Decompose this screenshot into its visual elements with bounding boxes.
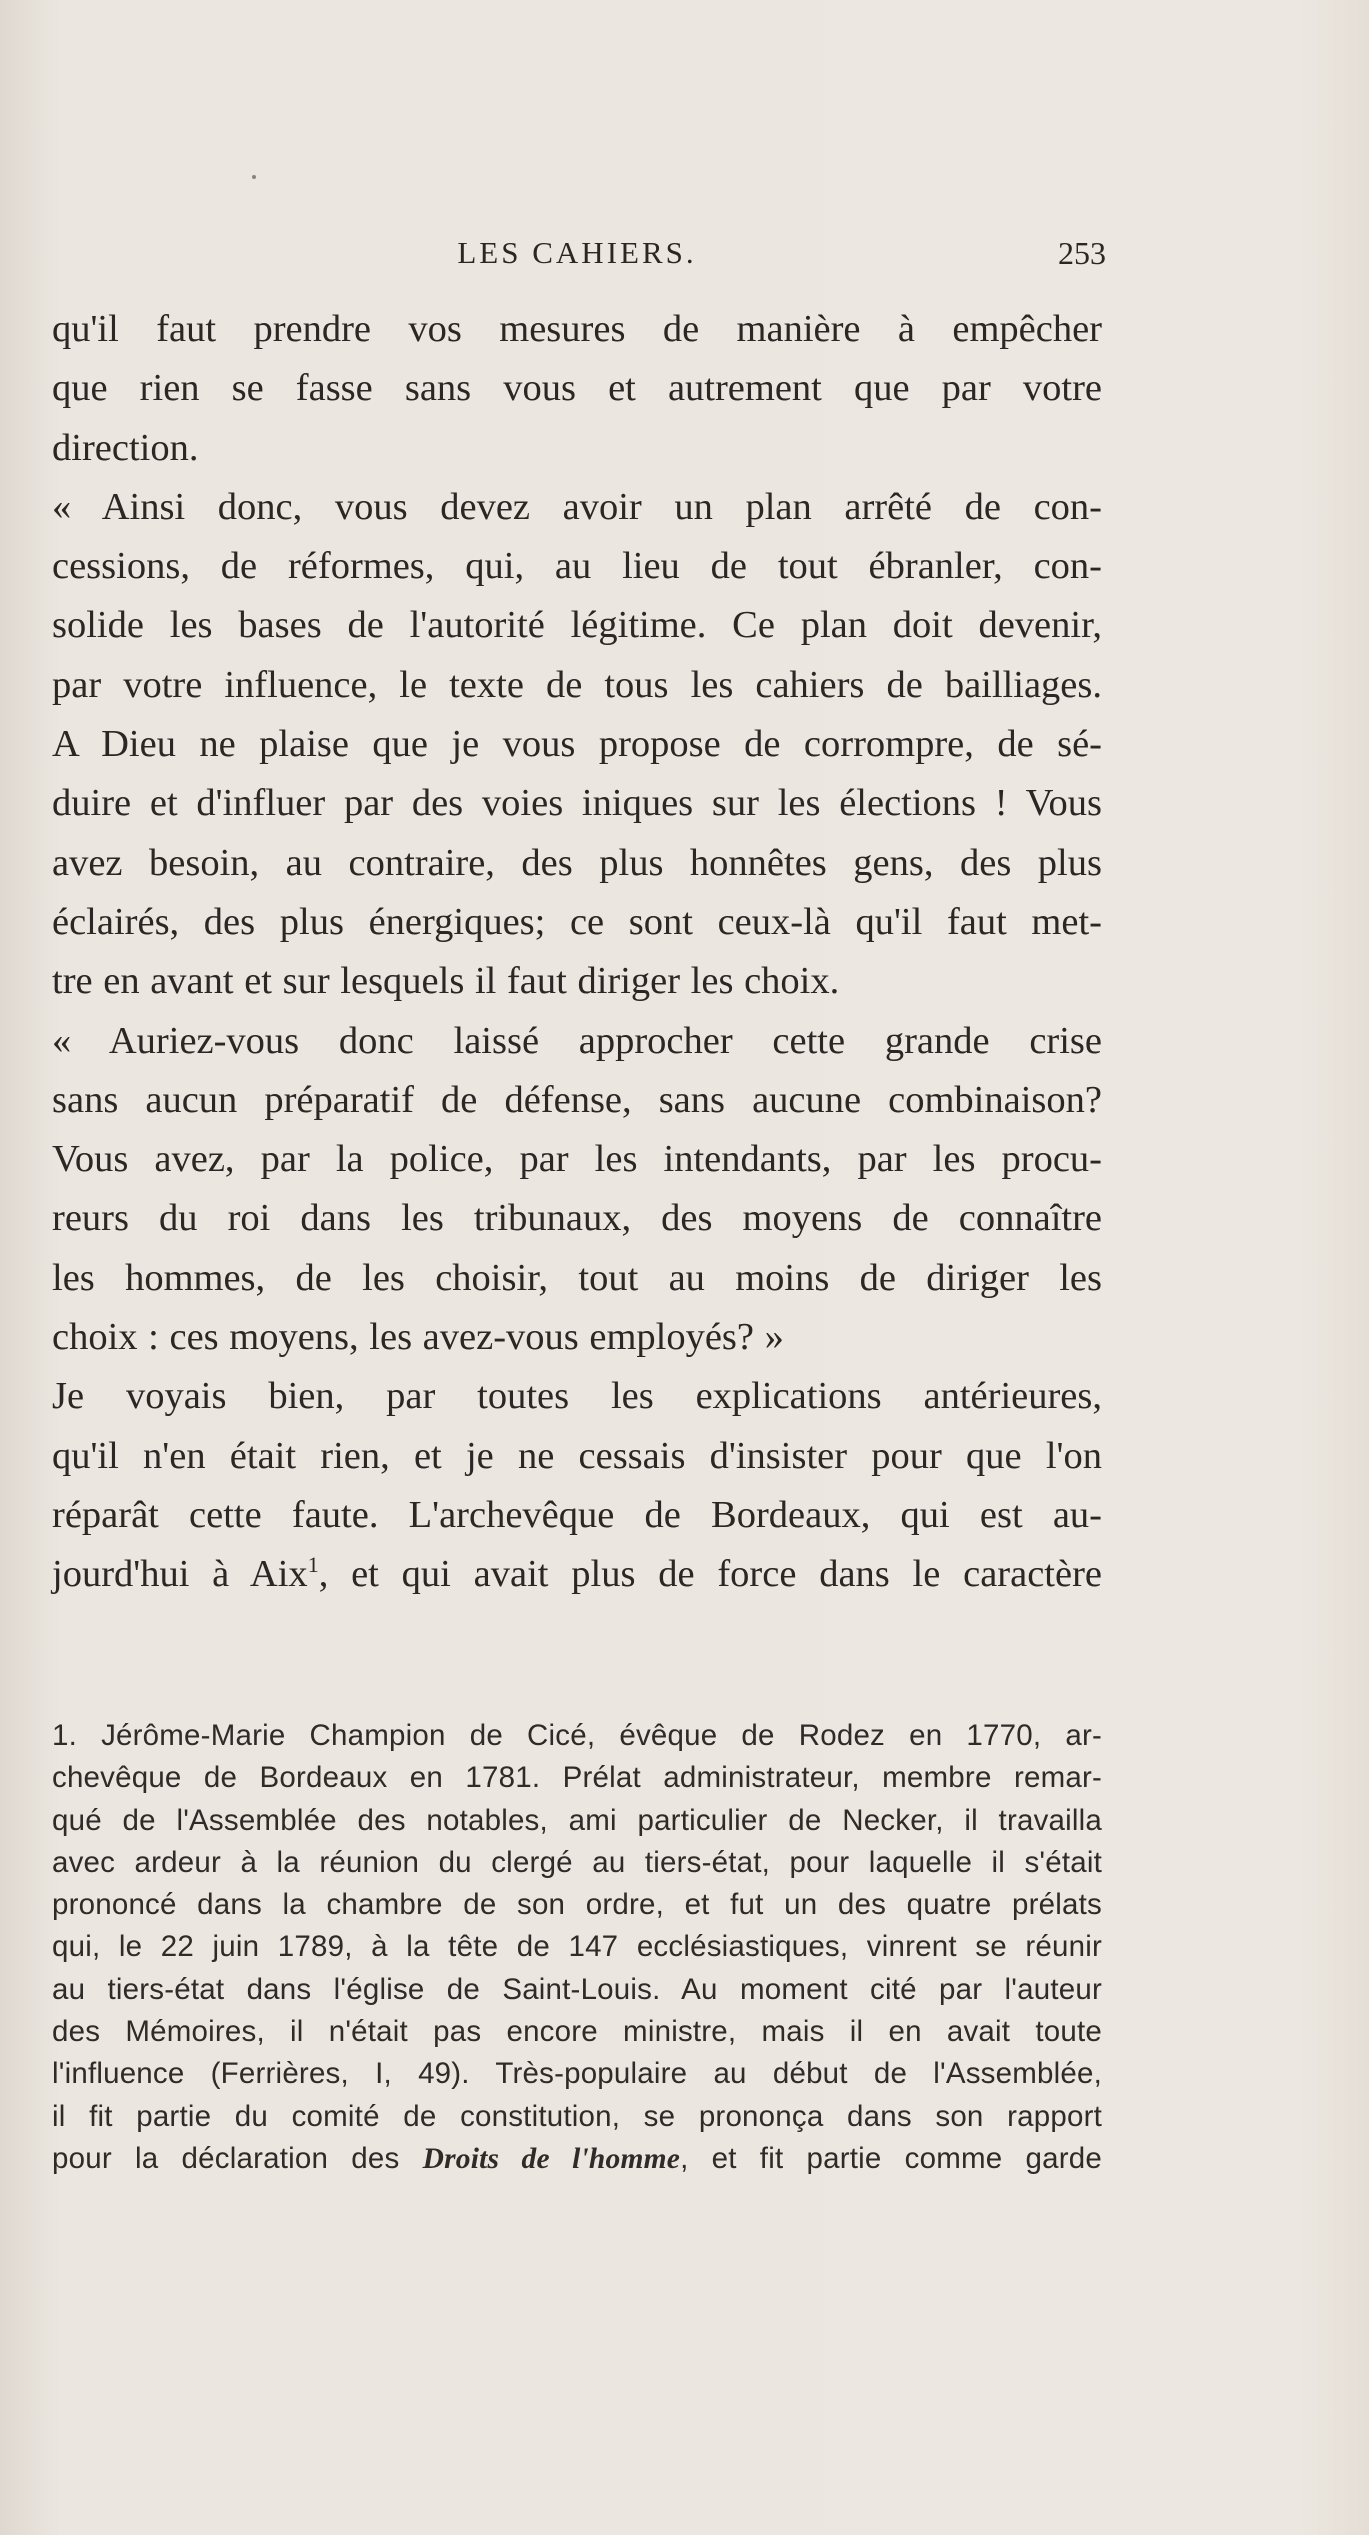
footnote-line: qué de l'Assemblée des notables, ami particulier de Necker, il travailla: [52, 1803, 1102, 1837]
footnote-line: qui, le 22 juin 1789, à la tête de 147 ecclésiastiques, vinrent se réunir: [52, 1930, 1102, 1964]
main-text: [52, 300, 1102, 1605]
text-line: direction.: [52, 426, 199, 469]
text-line: qu'il faut prendre vos mesures de manière à empêcher: [52, 308, 1102, 350]
text-line: éclairés, des plus énergiques; ce sont ceux-là qu'il faut met-: [52, 900, 1102, 943]
text-line: par votre influence, le texte de tous les cahiers de bailliages.: [52, 663, 1102, 706]
footnote-line: 1. Jérôme-Marie Champion de Cicé, évêque de Rodez en 1770, ar-: [52, 1719, 1102, 1752]
text-line: Je voyais bien, par toutes les explications antérieures,: [52, 1375, 1102, 1418]
text-line: « Auriez-vous donc laissé approcher cette grande crise: [52, 1019, 1102, 1062]
text-fragment: pour la déclaration des: [52, 2141, 423, 2175]
text-line: duire et d'influer par des voies iniques sur les élections ! Vous: [52, 782, 1102, 825]
italic-title: Droits de l'homme: [422, 2142, 681, 2175]
text-line: choix : ces moyens, les avez-vous employés? »: [52, 1316, 784, 1359]
text-fragment: , et qui avait plus de force dans le caractère: [318, 1553, 1102, 1596]
footnote: [52, 1715, 1102, 2180]
footnote-line: il fit partie du comité de constitution, se prononça dans son rapport: [52, 2099, 1102, 2133]
text-line: cessions, de réformes, qui, au lieu de tout ébranler, con-: [52, 545, 1102, 588]
footnote-line: au tiers-état dans l'église de Saint-Louis. Au moment cité par l'auteur: [52, 1972, 1102, 2006]
text-line: tre en avant et sur lesquels il faut diriger les choix.: [52, 960, 840, 1003]
text-line: réparât cette faute. L'archevêque de Bordeaux, qui est au-: [52, 1493, 1102, 1536]
text-line: que rien se fasse sans vous et autrement que par votre: [52, 367, 1102, 410]
text-fragment: , et fit partie comme garde: [680, 2141, 1103, 2175]
footnote-line: prononcé dans la chambre de son ordre, et fut un des quatre prélats: [52, 1888, 1102, 1922]
footnote-reference: 1: [307, 1552, 319, 1578]
text-fragment: jourd'hui à Aix: [52, 1553, 308, 1596]
text-line: avez besoin, au contraire, des plus honnêtes gens, des plus: [52, 841, 1102, 884]
text-line: qu'il n'en était rien, et je ne cessais d'insister pour que l'on: [52, 1434, 1102, 1477]
text-line: solide les bases de l'autorité légitime. Ce plan doit devenir,: [52, 604, 1102, 647]
text-line: sans aucun préparatif de défense, sans aucune combinaison?: [52, 1078, 1102, 1121]
footnote-line: [52, 2138, 1102, 2180]
text-line: Vous avez, par la police, par les intendants, par les procu-: [52, 1138, 1102, 1181]
text-line-with-note-ref: [52, 1545, 1102, 1604]
page-number: 253: [1058, 235, 1106, 271]
footnote-line: des Mémoires, il n'était pas encore ministre, mais il en avait toute: [52, 2015, 1102, 2049]
text-line: reurs du roi dans les tribunaux, des moyens de connaître: [52, 1197, 1102, 1240]
running-title: LES CAHIERS.: [457, 235, 697, 270]
print-speck: [252, 175, 256, 179]
footnote-line: avec ardeur à la réunion du clergé au tiers-état, pour laquelle il s'était: [52, 1845, 1102, 1879]
text-line: « Ainsi donc, vous devez avoir un plan arrêté de con-: [52, 485, 1102, 528]
text-line: A Dieu ne plaise que je vous propose de corrompre, de sé-: [52, 723, 1102, 766]
footnote-line: chevêque de Bordeaux en 1781. Prélat administrateur, membre remar-: [52, 1761, 1102, 1795]
footnote-line: l'influence (Ferrières, I, 49). Très-populaire au début de l'Assemblée,: [52, 2057, 1102, 2091]
text-line: les hommes, de les choisir, tout au moins de diriger les: [52, 1256, 1102, 1299]
page-header: [52, 228, 1106, 278]
